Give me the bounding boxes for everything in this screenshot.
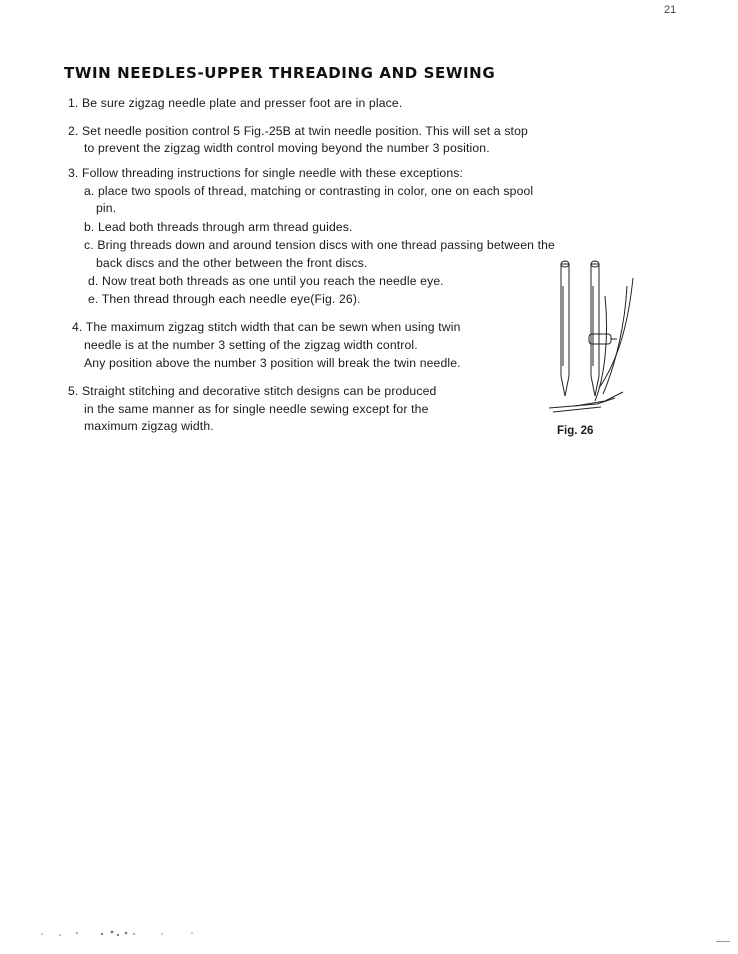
instruction-line: 3. Follow threading instructions for single needle with these exceptions: [68,166,464,180]
instruction-line: to prevent the zigzag width control moving beyond the number 3 position. [84,141,490,155]
instruction-line: maximum zigzag width. [84,419,214,433]
instruction-line: needle is at the number 3 setting of the zigzag width control. [84,338,418,352]
page-title: TWIN NEEDLES-UPPER THREADING AND SEWING [64,64,496,82]
edge-mark [716,941,730,942]
instruction-line: 4. The maximum zigzag stitch width that can be sewn when using twin [72,320,461,334]
instruction-line: 1. Be sure zigzag needle plate and presser foot are in place. [68,96,403,110]
instruction-line: in the same manner as for single needle sewing except for the [84,402,429,416]
instruction-line: e. Then thread through each needle eye(Fig. 26). [88,292,361,306]
instruction-line: pin. [96,201,117,215]
instruction-line: 2. Set needle position control 5 Fig.-25B at twin needle position. This will set a stop [68,124,528,138]
instruction-line: Any position above the number 3 position will break the twin needle. [84,356,461,370]
figure-caption: Fig. 26 [557,425,594,437]
instruction-line: c. Bring threads down and around tension discs with one thread passing between the [84,238,555,252]
instruction-line: b. Lead both threads through arm thread guides. [84,220,353,234]
instruction-line: a. place two spools of thread, matching or contrasting in color, one on each spool [84,184,534,198]
instruction-line: d. Now treat both threads as one until you reach the needle eye. [88,274,444,288]
twin-needle-illustration [545,256,645,418]
page-number: 21 [664,4,677,16]
instruction-line: 5. Straight stitching and decorative stitch designs can be produced [68,384,437,398]
instruction-line: back discs and the other between the front discs. [96,256,368,270]
scan-noise-decoration [22,926,222,940]
